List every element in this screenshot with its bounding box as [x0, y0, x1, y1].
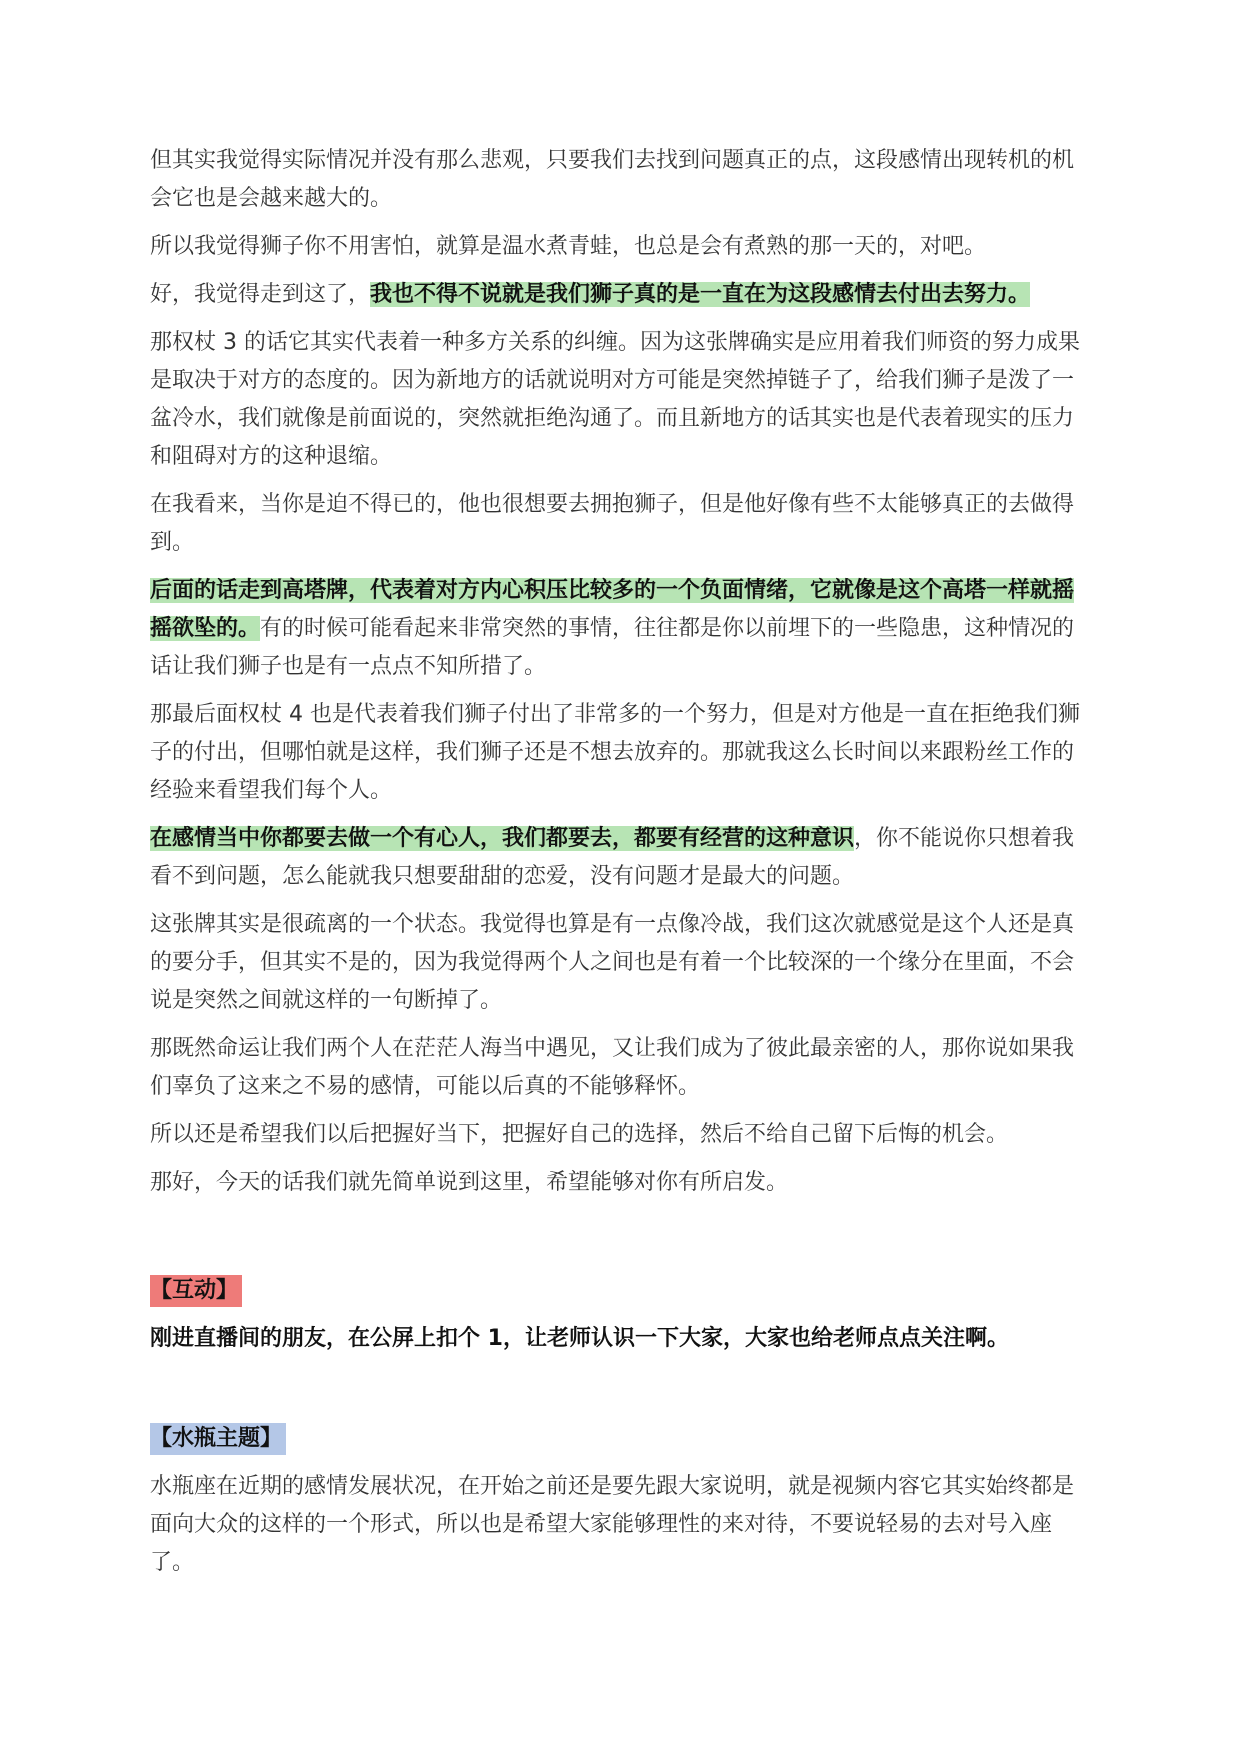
paragraph-text: 在我看来，当你是迫不得已的，他也很想要去拥抱狮子，但是他好像有些不太能够真正的去做得到。: [150, 492, 1075, 555]
paragraph: [150, 276, 1090, 314]
paragraph-text: 所以还是希望我们以后把握好当下，把握好自己的选择，然后不给自己留下后悔的机会。: [150, 1122, 1009, 1147]
highlighted-text: 后面的话走到高塔牌，代表着对方内心积压比较多的一个负面情绪，它就像是这个高塔一样就摇摇欲坠的。: [150, 578, 1075, 641]
paragraph: [150, 228, 1090, 266]
paragraph: [150, 142, 1090, 218]
aquarius-paragraph: [150, 1468, 1090, 1582]
paragraph-text: 那权杖 3 的话它其实代表着一种多方关系的纠缠。因为这张牌确实是应用着我们师资的努力成果是取决于对方的态度的。因为新地方的话就说明对方可能是突然掉链子了，给我们狮子是泼了一盆冷水，我们就像是前面说的，突然就拒绝沟通了。而且新地方的话其实也是代表着现实的压力和阻碍对方的这种退缩。: [150, 330, 1080, 469]
paragraph: [150, 696, 1090, 810]
paragraph-text: 好，我觉得走到这了，: [150, 282, 371, 307]
paragraph-text: 那最后面权杖 4 也是代表着我们狮子付出了非常多的一个努力，但是对方他是一直在拒绝我们狮子的付出，但哪怕就是这样，我们狮子还是不想去放弃的。那就我这么长时间以来跟粉丝工作的经验来看望我们每个人。: [150, 702, 1080, 803]
aquarius-heading: [150, 1420, 1090, 1458]
aquarius-tag: 【水瓶主题】: [150, 1423, 286, 1455]
section-spacer: [150, 1368, 1090, 1420]
paragraph-text: 但其实我觉得实际情况并没有那么悲观，只要我们去找到问题真正的点，这段感情出现转机的机会它也是会越来越大的。: [150, 148, 1075, 211]
highlighted-text: 在感情当中你都要去做一个有心人，我们都要去，都要有经营的这种意识: [150, 826, 855, 851]
paragraph-text: 有的时候可能看起来非常突然的事情，往往都是你以前埋下的一些隐患，这种情况的话让我们狮子也是有一点点不知所措了。: [150, 616, 1075, 679]
highlighted-text: 我也不得不说就是我们狮子真的是一直在为这段感情去付出去努力。: [370, 282, 1031, 307]
paragraph-text: 所以我觉得狮子你不用害怕，就算是温水煮青蛙，也总是会有煮熟的那一天的，对吧。: [150, 234, 987, 259]
paragraph: [150, 324, 1090, 476]
section-spacer: [150, 1212, 1090, 1272]
interaction-text: 刚进直播间的朋友，在公屏上扣个 1，让老师认识一下大家，大家也给老师点点关注啊。: [150, 1326, 1009, 1351]
paragraph-text: 那好，今天的话我们就先简单说到这里，希望能够对你有所启发。: [150, 1170, 789, 1195]
interaction-heading: [150, 1272, 1090, 1310]
paragraph: [150, 1164, 1090, 1202]
paragraph: [150, 572, 1090, 686]
paragraph-text: 这张牌其实是很疏离的一个状态。我觉得也算是有一点像冷战，我们这次就感觉是这个人还是真的要分手，但其实不是的，因为我觉得两个人之间也是有着一个比较深的一个缘分在里面，不会说是突然之间就这样的一句断掉了。: [150, 912, 1075, 1013]
paragraph-text: 那既然命运让我们两个人在茫茫人海当中遇见，又让我们成为了彼此最亲密的人，那你说如果我们辜负了这来之不易的感情，可能以后真的不能够释怀。: [150, 1036, 1075, 1099]
paragraph: [150, 1116, 1090, 1154]
paragraph: [150, 906, 1090, 1020]
paragraph: [150, 1030, 1090, 1106]
interaction-paragraph: [150, 1320, 1090, 1358]
aquarius-text: 水瓶座在近期的感情发展状况，在开始之前还是要先跟大家说明，就是视频内容它其实始终都是面向大众的这样的一个形式，所以也是希望大家能够理性的来对待，不要说轻易的去对号入座了。: [150, 1474, 1075, 1575]
document-body: [150, 142, 1090, 1592]
interaction-tag: 【互动】: [150, 1275, 242, 1307]
paragraph: [150, 820, 1090, 896]
paragraph-text: ，你不能说你只想着我看不到问题，怎么能就我只想要甜甜的恋爱，没有问题才是最大的问题。: [150, 826, 1075, 889]
paragraph: [150, 486, 1090, 562]
